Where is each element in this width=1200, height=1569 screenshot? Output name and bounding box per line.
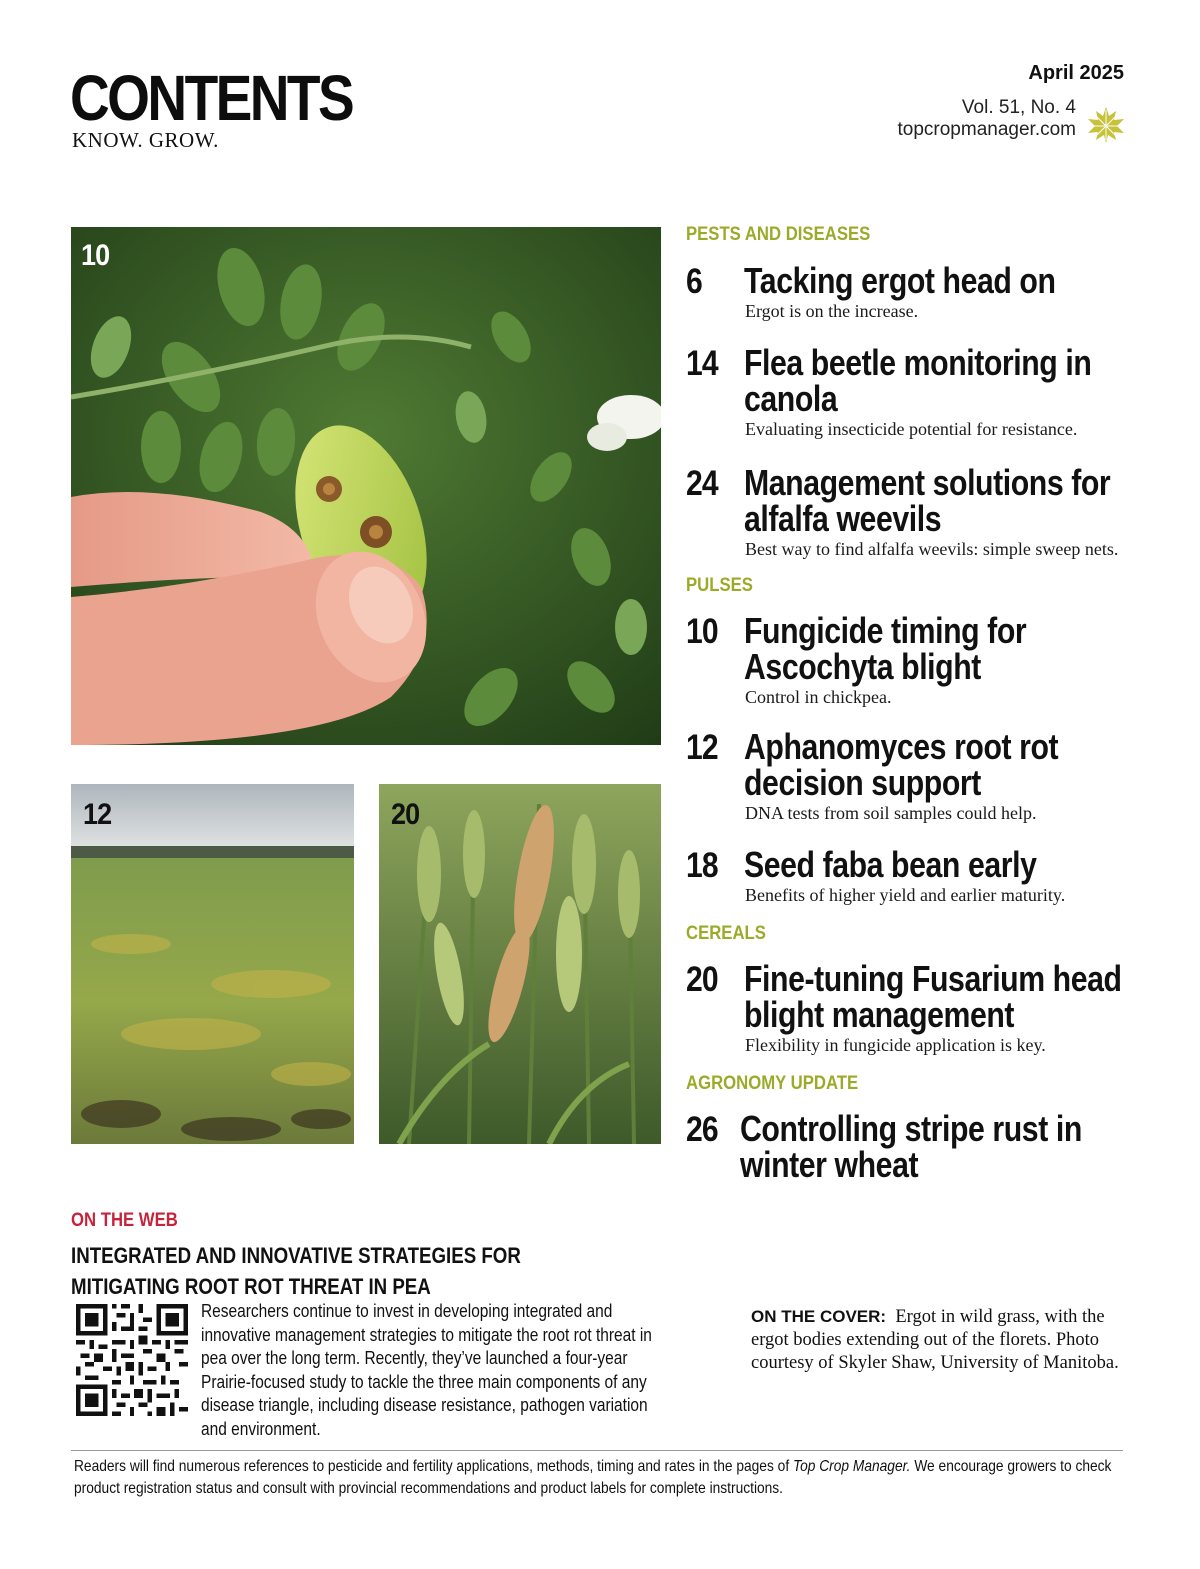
section-label: PULSES bbox=[686, 575, 753, 596]
cover-caption bbox=[751, 1305, 1131, 1375]
toc-page-number: 10 bbox=[686, 612, 718, 651]
toc-title: Flea beetle monitoring in canola bbox=[744, 342, 1092, 419]
toc-entry[interactable] bbox=[686, 260, 1136, 323]
toc-dek: Best way to find alfalfa weevils: simple sweep nets. bbox=[745, 539, 1119, 559]
toc-entry[interactable] bbox=[686, 844, 1136, 907]
table-of-contents bbox=[686, 224, 1136, 1183]
toc-dek: Benefits of higher yield and earlier maturity. bbox=[745, 885, 1066, 905]
section-label: AGRONOMY UPDATE bbox=[686, 1073, 859, 1094]
disclaimer bbox=[74, 1456, 1123, 1500]
publication-name: Top Crop Manager. bbox=[792, 1458, 911, 1475]
toc-entry[interactable] bbox=[686, 726, 1136, 825]
toc-page-number: 20 bbox=[686, 960, 718, 999]
chickpea-pod-photo[interactable] bbox=[71, 227, 661, 745]
toc-entry[interactable] bbox=[686, 462, 1136, 561]
toc-page-number: 26 bbox=[686, 1110, 718, 1149]
toc-page-number: 6 bbox=[686, 262, 702, 301]
toc-page-number: 14 bbox=[686, 344, 718, 383]
web-article-title[interactable]: INTEGRATED AND INNOVATIVE STRATEGIES FOR MITIGATING ROOT ROT THREAT IN PEA bbox=[71, 1243, 521, 1299]
toc-dek: Flexibility in fungicide application is key. bbox=[745, 1035, 1046, 1055]
page-title: CONTENTS bbox=[70, 62, 353, 134]
photo-page-number: 10 bbox=[81, 239, 110, 272]
issue-date: April 2025 bbox=[1028, 62, 1124, 84]
toc-dek: Control in chickpea. bbox=[745, 687, 892, 707]
toc-title: Tacking ergot head on bbox=[744, 260, 1056, 301]
tagline: KNOW. GROW. bbox=[72, 128, 219, 152]
toc-title: Fungicide timing for Ascochyta blight bbox=[744, 610, 1027, 687]
toc-title: Controlling stripe rust in winter wheat bbox=[740, 1108, 1082, 1185]
toc-title: Seed faba bean early bbox=[744, 844, 1037, 885]
section-label: PESTS AND DISEASES bbox=[686, 224, 871, 245]
pea-field-photo[interactable] bbox=[71, 784, 354, 1144]
footer-divider bbox=[71, 1450, 1123, 1451]
toc-entry[interactable] bbox=[686, 610, 1136, 709]
qr-code-icon[interactable] bbox=[76, 1304, 188, 1416]
cover-label: ON THE COVER: bbox=[751, 1307, 887, 1326]
website-link[interactable]: topcropmanager.com bbox=[897, 119, 1076, 140]
cover-text: Ergot in wild grass, with the ergot bodies extending out of the florets. Photo courtesy of Skyler Shaw, University of Manitoba. bbox=[751, 1307, 1119, 1373]
on-the-web-label: ON THE WEB bbox=[71, 1210, 178, 1231]
maple-leaf-icon bbox=[1086, 106, 1126, 144]
web-article-summary: Researchers continue to invest in developing integrated and innovative management strategies to mitigate the root rot threat in pea over the long term. Recently, they’ve launched a four-year Prairie-focused study to tackle the three main components of any disease triangle, including disease resistance, pathogen variation and environment. bbox=[201, 1301, 652, 1439]
disclaimer-text: Readers will find numerous references to pesticide and fertility applications, methods, timing and rates in the pages of bbox=[74, 1458, 793, 1475]
toc-title: Management solutions for alfalfa weevils bbox=[744, 462, 1111, 539]
toc-entry[interactable] bbox=[686, 342, 1136, 441]
wheat-heads-photo[interactable] bbox=[379, 784, 661, 1144]
toc-title: Fine-tuning Fusarium head blight management bbox=[744, 958, 1122, 1035]
photo-page-number: 20 bbox=[391, 798, 420, 831]
toc-entry[interactable] bbox=[686, 1108, 1136, 1185]
toc-title: Aphanomyces root rot decision support bbox=[744, 726, 1059, 803]
toc-entry[interactable] bbox=[686, 958, 1136, 1057]
toc-page-number: 24 bbox=[686, 464, 718, 503]
section-label: CEREALS bbox=[686, 923, 766, 944]
toc-dek: Ergot is on the increase. bbox=[745, 301, 919, 321]
toc-dek: DNA tests from soil samples could help. bbox=[745, 803, 1037, 823]
issue-volume: Vol. 51, No. 4 bbox=[961, 97, 1076, 118]
photo-page-number: 12 bbox=[83, 798, 112, 831]
toc-dek: Evaluating insecticide potential for resistance. bbox=[745, 419, 1078, 439]
disclaimer-text: We encourage growers to check product registration status and consult with provincial recommendations and product labels for complete instructions. bbox=[74, 1458, 1112, 1497]
toc-page-number: 12 bbox=[686, 728, 718, 767]
toc-page-number: 18 bbox=[686, 846, 718, 885]
